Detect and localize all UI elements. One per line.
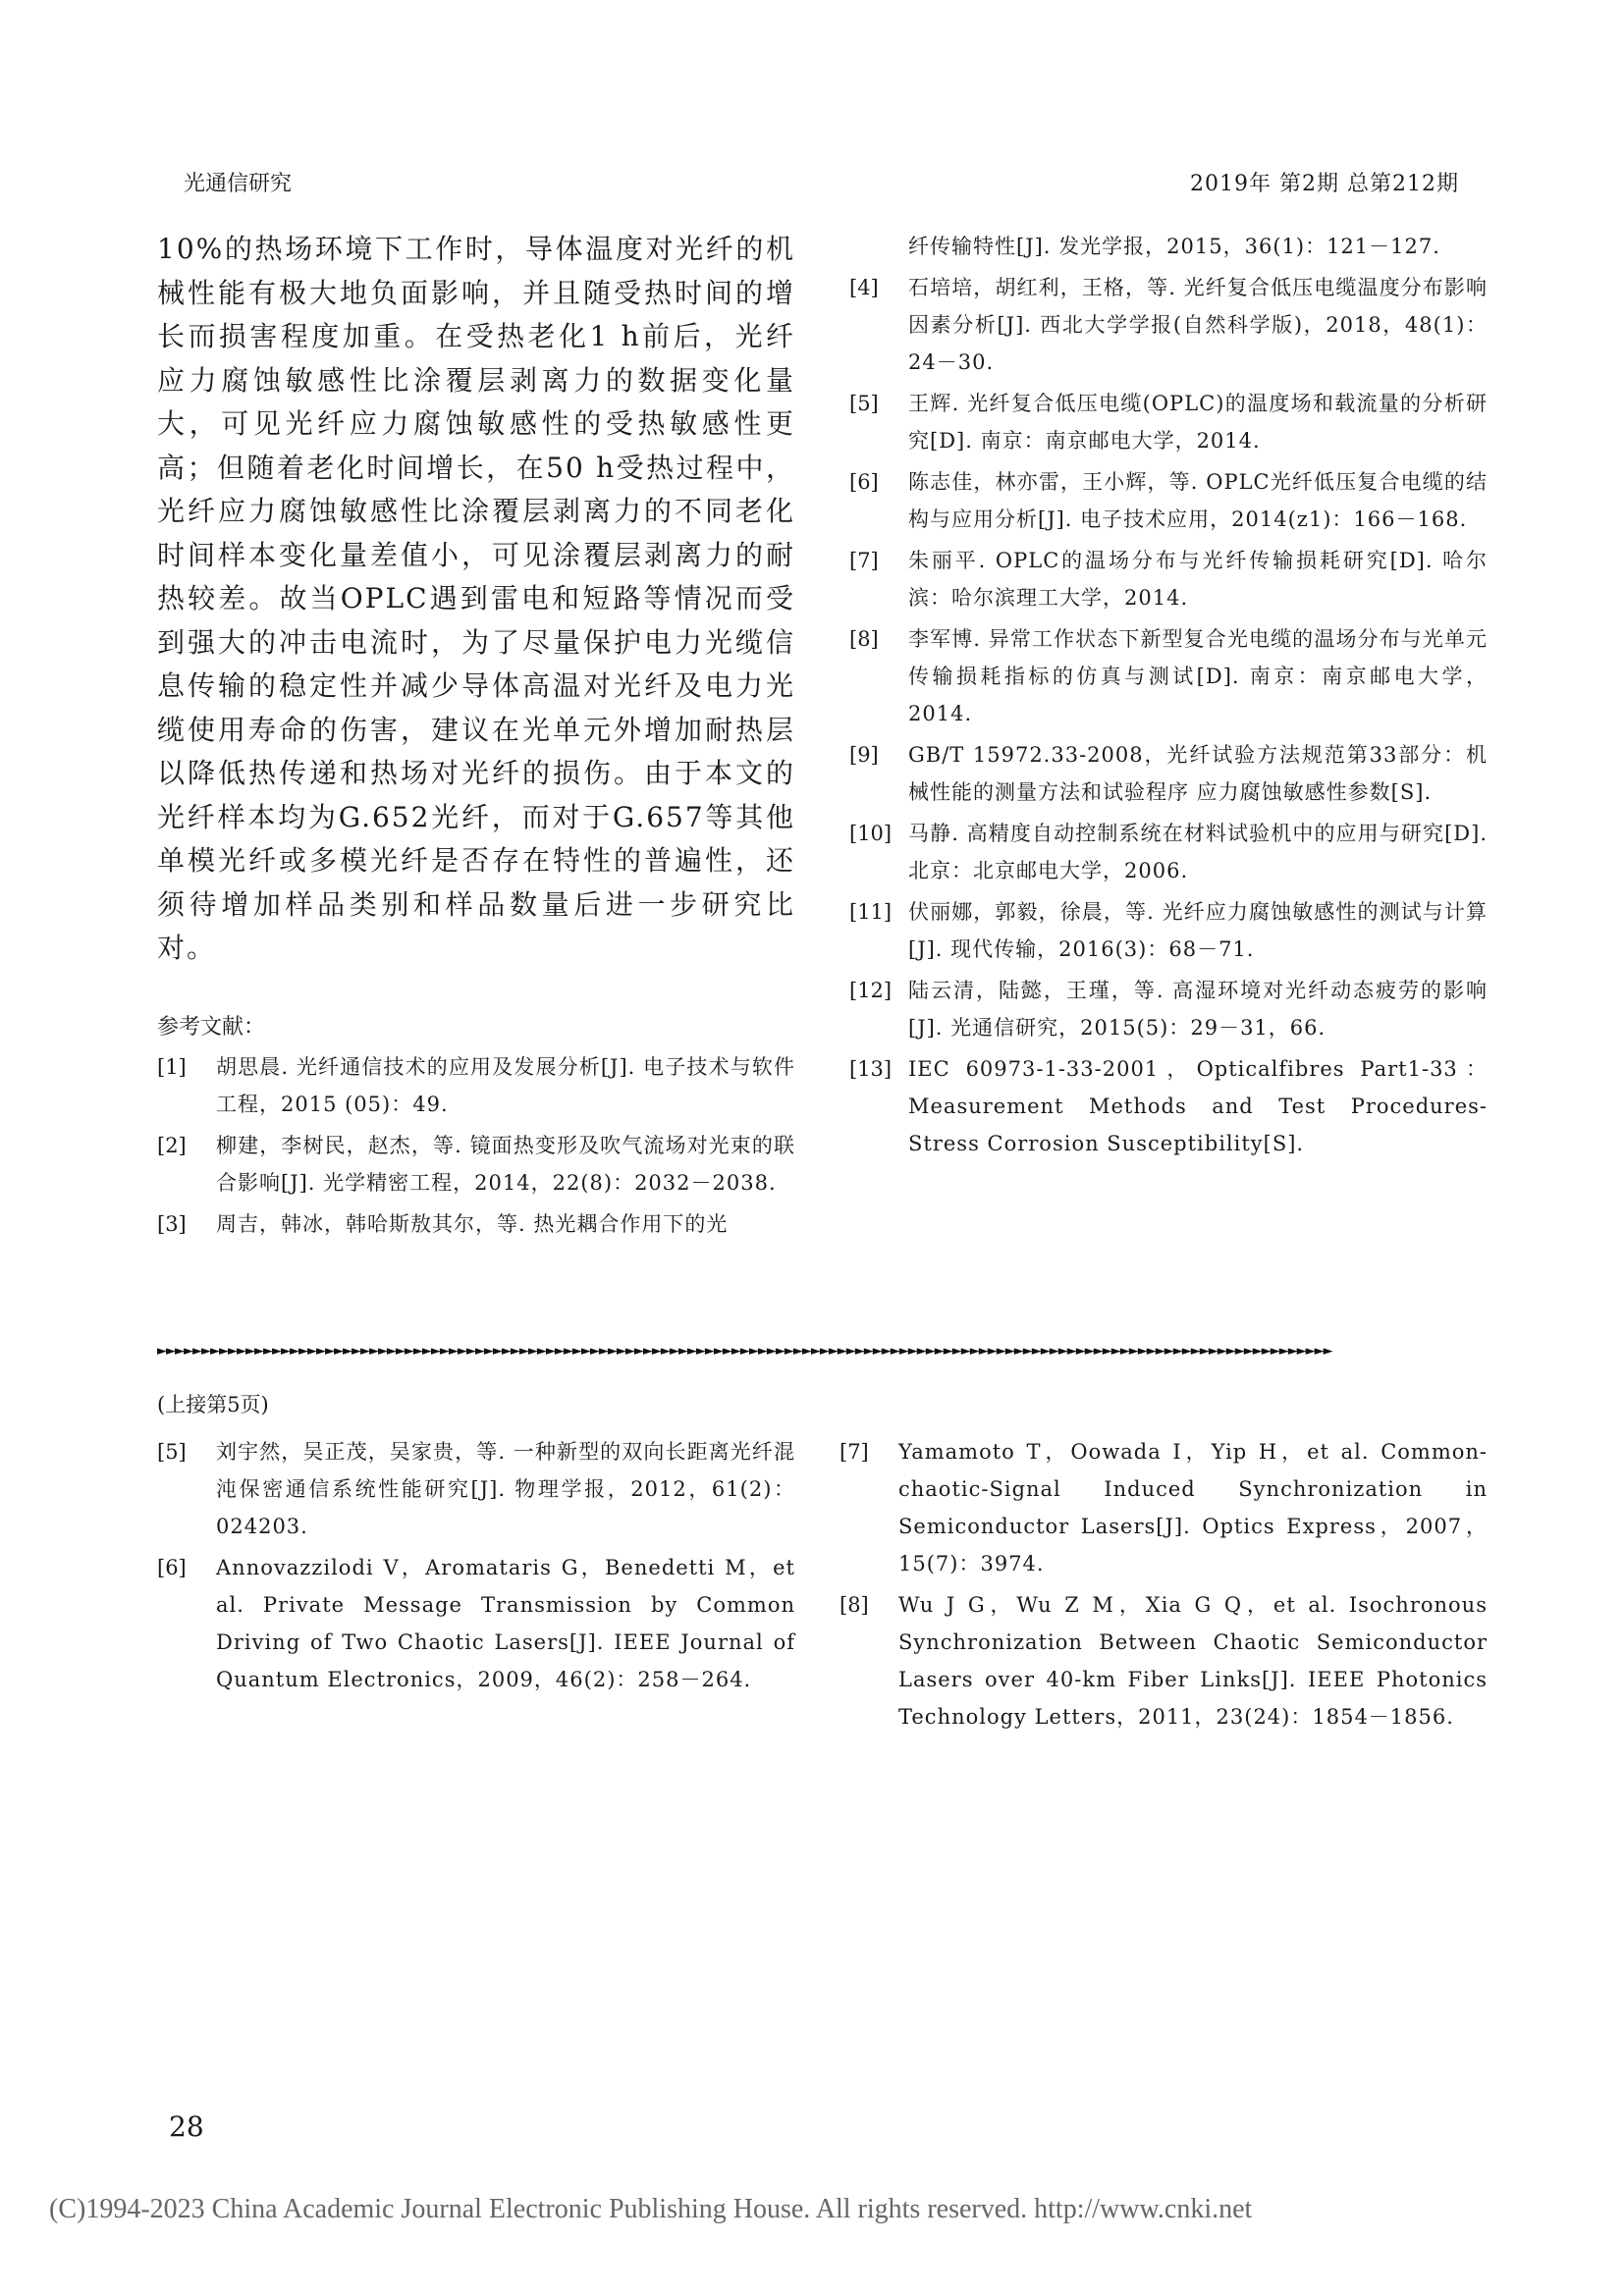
reference-text: 柳建，李树民，赵杰，等. 镜面热变形及吹气流场对光束的联合影响[J]. 光学精密工程，2014，22(8)：2032－2038. [216, 1133, 795, 1195]
reference-number: [10] [849, 822, 893, 845]
reference-text: 李军博. 异常工作状态下新型复合光电缆的温场分布与光单元传输损耗指标的仿真与测试[D]. 南京：南京邮电大学，2014. [908, 627, 1488, 725]
reference-text: GB/T 15972.33-2008，光纤试验方法规范第33部分：机械性能的测量方法和试验程序 应力腐蚀敏感性参数[S]. [908, 743, 1488, 804]
reference-number: [2] [157, 1133, 187, 1157]
reference-text: 王辉. 光纤复合低压电缆(OPLC)的温度场和载流量的分析研究[D]. 南京：南京邮电大学，2014. [908, 392, 1488, 453]
reference-number: [11] [849, 900, 893, 924]
reference-text: Annovazzilodi V，Aromataris G，Benedetti M，et al. Private Message Transmission by Common Driving of Two Chaotic Lasers[J]. IEEE Journal of Quantum Electronics，2009，46(2)：258－264. [216, 1556, 795, 1691]
reference-text: 朱丽平. OPLC的温场分布与光纤传输损耗研究[D]. 哈尔滨：哈尔滨理工大学，2014. [908, 549, 1488, 610]
continued-references-left [157, 1433, 795, 1702]
section-divider: ►►►►►►►►►►►►►►►►►►►►►►►►►►►►►►►►►►►►►►►►►►►►►►►►►►►►►►►►►►►►►►►►►►►►►►►►►►►►►►►►►►►►►►►►►►►►►►►►►►►►►►►►►►►►►►►►►►►►►►►►►►►►►►►►►►►►► [157, 1345, 1332, 1359]
reference-text: 陆云清，陆懿，王瑾，等. 高湿环境对光纤动态疲劳的影响[J]. 光通信研究，2015(5)：29－31，66. [908, 979, 1488, 1040]
reference-number: [3] [157, 1211, 187, 1236]
reference-item [849, 385, 1488, 459]
reference-number: [9] [849, 743, 879, 767]
reference-item [157, 1127, 795, 1201]
reference-item [849, 736, 1488, 811]
reference-item [849, 1050, 1488, 1162]
reference-item [839, 1433, 1488, 1582]
reference-number: [7] [839, 1440, 869, 1464]
continued-from-note: (上接第5页) [157, 1393, 269, 1416]
reference-item [157, 1549, 795, 1698]
reference-item [157, 1048, 795, 1123]
reference-item [849, 542, 1488, 616]
issue-info: 2019年 第2期 总第212期 [1190, 172, 1459, 196]
reference-number: [12] [849, 979, 893, 1002]
reference-number: [6] [849, 470, 879, 494]
body-paragraph: 10%的热场环境下工作时，导体温度对光纤的机械性能有极大地负面影响，并且随受热时间的增长而损害程度加重。在受热老化1 h前后，光纤应力腐蚀敏感性比涂覆层剥离力的数据变化量大，可见光纤应力腐蚀敏感性的受热敏感性更高；但随着老化时间增长，在50 h受热过程中，光纤应力腐蚀敏感性比涂覆层剥离力的不同老化时间样本变化量差值小，可见涂覆层剥离力的耐热较差。故当OPLC遇到雷电和短路等情况而受到强大的冲击电流时，为了尽量保护电力光缆信息传输的稳定性并减少导体高温对光纤及电力光缆使用寿命的伤害，建议在光单元外增加耐热层以降低热传递和热场对光纤的损伤。由于本文的光纤样本均为G.652光纤，而对于G.657等其他单模光纤或多模光纤是否存在特性的普遍性，还须待增加样品类别和样品数量后进一步研究比对。 [157, 233, 795, 964]
continued-references-right [839, 1433, 1488, 1739]
reference-text: 纤传输特性[J]. 发光学报，2015，36(1)：121－127. [908, 235, 1440, 258]
reference-item [157, 1205, 795, 1243]
reference-item-continued [849, 228, 1488, 265]
reference-text: Yamamoto T，Oowada I，Yip H，et al. Common-chaotic-Signal Induced Synchronization in Semiconductor Lasers[J]. Optics Express，2007，15(7)：3974. [898, 1440, 1488, 1575]
reference-number: [4] [849, 276, 879, 299]
reference-text: 陈志佳，林亦雷，王小辉，等. OPLC光纤低压复合电缆的结构与应用分析[J]. 电子技术应用，2014(z1)：166－168. [908, 470, 1488, 531]
reference-number: [13] [849, 1057, 893, 1081]
reference-text: 石培培，胡红利，王格，等. 光纤复合低压电缆温度分布影响因素分析[J]. 西北大学学报(自然科学版)，2018，48(1)：24－30. [908, 276, 1488, 374]
reference-item [839, 1586, 1488, 1735]
references-list-left [157, 1048, 795, 1243]
reference-number: [1] [157, 1054, 187, 1079]
reference-text: 马静. 高精度自动控制系统在材料试验机中的应用与研究[D]. 北京：北京邮电大学，2006. [908, 822, 1488, 882]
reference-number: [8] [839, 1593, 869, 1617]
references-list-right [849, 228, 1488, 1166]
reference-item [849, 893, 1488, 968]
reference-item [849, 972, 1488, 1046]
reference-text: 周吉，韩冰，韩哈斯敖其尔，等. 热光耦合作用下的光 [216, 1211, 729, 1236]
reference-number [849, 228, 908, 265]
reference-item [849, 620, 1488, 732]
reference-text: 刘宇然，吴正茂，吴家贵，等. 一种新型的双向长距离光纤混沌保密通信系统性能研究[J]. 物理学报，2012，61(2)：024203. [216, 1440, 795, 1538]
reference-text: Wu J G，Wu Z M，Xia G Q，et al. Isochronous Synchronization Between Chaotic Semiconductor Lasers over 40-km Fiber Links[J]. IEEE Photonics Technology Letters，2011，23(24)：1854－1856. [898, 1593, 1488, 1729]
right-column [849, 228, 1488, 1170]
references-heading: 参考文献： [157, 1014, 266, 1040]
reference-item [849, 463, 1488, 538]
reference-number: [5] [849, 392, 879, 415]
reference-text: IEC 60973-1-33-2001，Opticalfibres Part1-33：Measurement Methods and Test Procedures-Stress Corrosion Susceptibility[S]. [908, 1057, 1488, 1155]
reference-number: [7] [849, 549, 879, 572]
reference-item [849, 269, 1488, 381]
reference-number: [5] [157, 1440, 187, 1464]
journal-name: 光通信研究 [184, 172, 293, 196]
reference-text: 伏丽娜，郭毅，徐晨，等. 光纤应力腐蚀敏感性的测试与计算[J]. 现代传输，2016(3)：68－71. [908, 900, 1488, 961]
reference-text: 胡思晨. 光纤通信技术的应用及发展分析[J]. 电子技术与软件工程，2015 (05)：49. [216, 1054, 795, 1116]
copyright-notice: (C)1994-2023 China Academic Journal Electronic Publishing House. All rights reserved. http://www.cnki.net [49, 2194, 1253, 2224]
reference-number: [8] [849, 627, 879, 651]
reference-number: [6] [157, 1556, 187, 1579]
page-number: 28 [169, 2110, 204, 2143]
reference-item [849, 815, 1488, 889]
reference-item [157, 1433, 795, 1545]
left-column [157, 228, 795, 1247]
